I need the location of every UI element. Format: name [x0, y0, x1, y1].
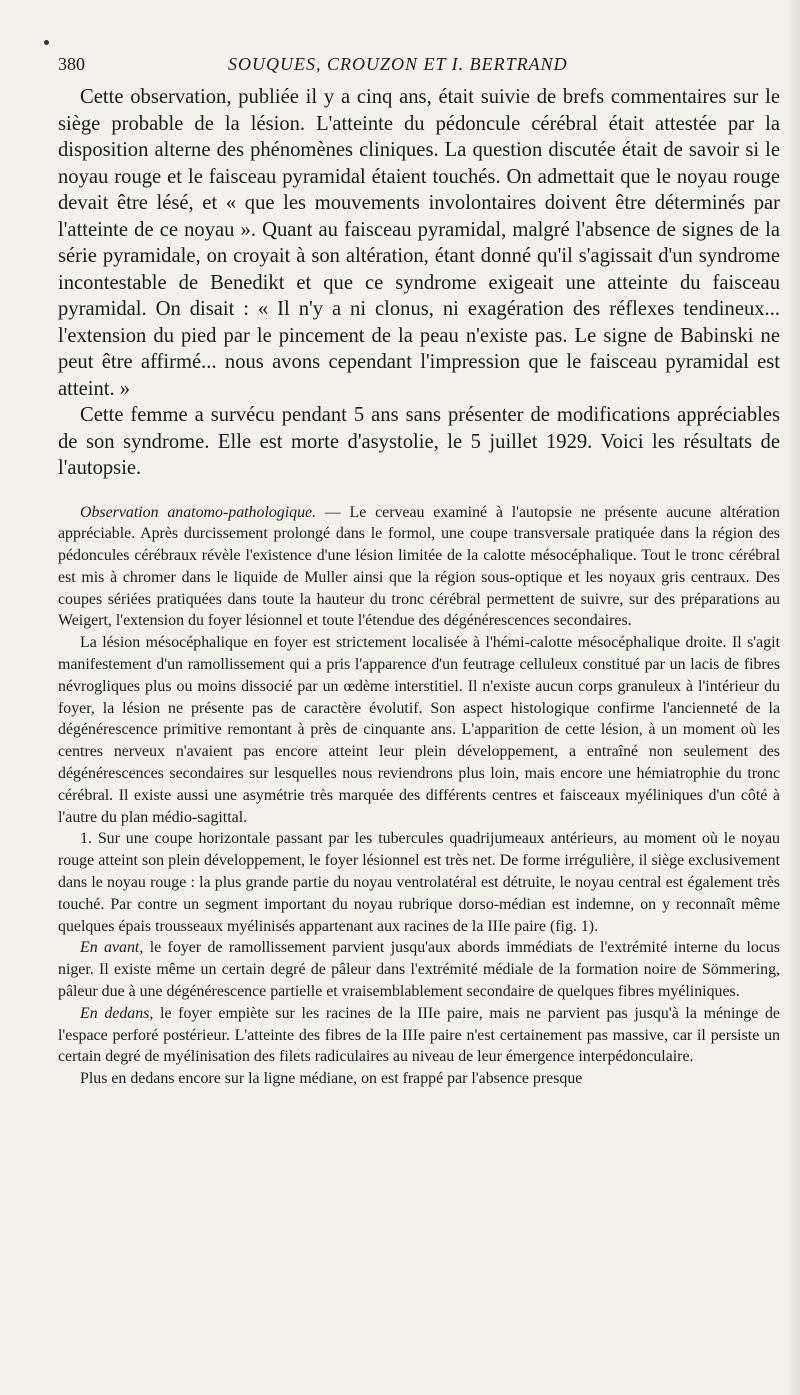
- running-title: SOUQUES, CROUZON ET I. BERTRAND: [228, 54, 568, 74]
- note-paragraph: [58, 1003, 780, 1068]
- note-lead: En dedans,: [80, 1004, 154, 1022]
- pathology-notes: [58, 502, 780, 1091]
- page-edge-shadow: [786, 0, 800, 1395]
- note-lead: En avant,: [80, 939, 144, 957]
- note-paragraph: [58, 828, 780, 937]
- note-text: La lésion mésocéphalique en foyer est strictement localisée à l'hémi-calotte mésocéphalique droite. Il s'agit manifestement d'un ramollissement qui a pris l'apparence d'un feutrage celluleux constitué par un lacis de fibres névrogliques plus ou moins dissocié par un œdème interstitiel. Il n'existe aucun corps granuleux à l'intérieur du foyer, la lésion ne présente pas de caractère évolutif. Son aspect histologique confirme l'ancienneté de la dégénérescence primitive remontant à près de cinquante ans. L'apparition de cette lésion, à un moment où les centres nerveux n'avaient pas encore atteint leur plein développement, a entraîné non seulement des dégénérescences secondaires sur lesquelles nous reviendrons plus loin, mais encore une hémiatrophie du tronc cérébral. Il existe aussi une asymétrie très marquée des différents centres et faisceaux myéliniques d'un côté à l'autre du plan médio-sagittal.: [58, 634, 780, 826]
- page: [58, 54, 780, 1090]
- note-text: le foyer de ramollissement parvient jusqu'aux abords immédiats de l'extrémité interne du locus niger. Il existe même un certain degré de pâleur dans l'extrémité médiale de la formation noire de Sömmering, pâleur due à une dégénérescence partielle et vraisemblablement secondaire de quelques fibres myéliniques.: [58, 939, 780, 1001]
- margin-dot: [44, 40, 49, 45]
- note-paragraph: [58, 1068, 780, 1090]
- page-number: 380: [58, 54, 85, 74]
- paragraph: Cette observation, publiée il y a cinq ans, était suivie de brefs commentaires sur le siège probable de la lésion. L'atteinte du pédoncule cérébral était attestée par la disposition alterne des phénomènes cliniques. La question discutée était de savoir si le noyau rouge et le faisceau pyramidal étaient touchés. On admettait que le noyau rouge devait être lésé, et « que les mouvements involontaires doivent être déterminés par l'atteinte de ce noyau ». Quant au faisceau pyramidal, malgré l'absence de signes de la série pyramidale, on croyait à son altération, étant donné qu'il s'agissait d'un syndrome incontestable de Benedikt et que ce syndrome exigeait une atteinte du faisceau pyramidal. On disait : « Il n'y a ni clonus, ni exagération des réflexes tendineux... l'extension du pied par le pincement de la peau n'existe pas. Le signe de Babinski ne peut être affirmé... nous avons cependant l'impression que le faisceau pyramidal est atteint. »: [58, 86, 780, 400]
- main-text: [58, 84, 780, 482]
- note-text: Plus en dedans encore sur la ligne médiane, on est frappé par l'absence presque: [80, 1070, 583, 1088]
- note-text: — Le cerveau examiné à l'autopsie ne présente aucune altération appréciable. Après durcissement prolongé dans le formol, une coupe transversale pratiquée dans la région des pédoncules cérébraux révèle l'existence d'une lésion limitée de la calotte mésocéphalique. Tout le tronc cérébral est mis à chromer dans le liquide de Muller ainsi que la région sous-optique et les noyaux gris centraux. Des coupes sériées pratiquées dans toute la hauteur du tronc cérébral permettent de suivre, sur des préparations au Weigert, l'extension du foyer lésionnel et toute l'étendue des dégénérescences secondaires.: [58, 503, 780, 630]
- page-header: [58, 54, 780, 84]
- note-text: le foyer empiète sur les racines de la IIIe paire, mais ne parvient pas jusqu'à la méninge de l'espace perforé postérieur. L'atteinte des fibres de la IIIe paire n'est certainement pas massive, car il persiste un certain degré de myélinisation des filets radiculaires au niveau de leur émergence interpédonculaire.: [58, 1004, 780, 1066]
- note-lead: Observation anatomo-pathologique.: [80, 503, 317, 521]
- note-paragraph: [58, 502, 780, 633]
- note-text: 1. Sur une coupe horizontale passant par les tubercules quadrijumeaux antérieurs, au moment où le noyau rouge atteint son plein développement, le foyer lésionnel est très net. De forme irrégulière, il siège exclusivement dans le noyau rouge : la plus grande partie du noyau ventrolatéral est détruite, le noyau central est également très touché. Par contre un segment important du noyau rubrique dorso-médian est indemne, on y reconnaît même quelques épais trousseaux myélinisés appartenant aux racines de la IIIe paire (fig. 1).: [58, 830, 780, 935]
- note-paragraph: [58, 632, 780, 828]
- note-paragraph: [58, 937, 780, 1002]
- paragraph: Cette femme a survécu pendant 5 ans sans présenter de modifications appréciables de son syndrome. Elle est morte d'asystolie, le 5 juillet 1929. Voici les résultats de l'autopsie.: [58, 404, 780, 479]
